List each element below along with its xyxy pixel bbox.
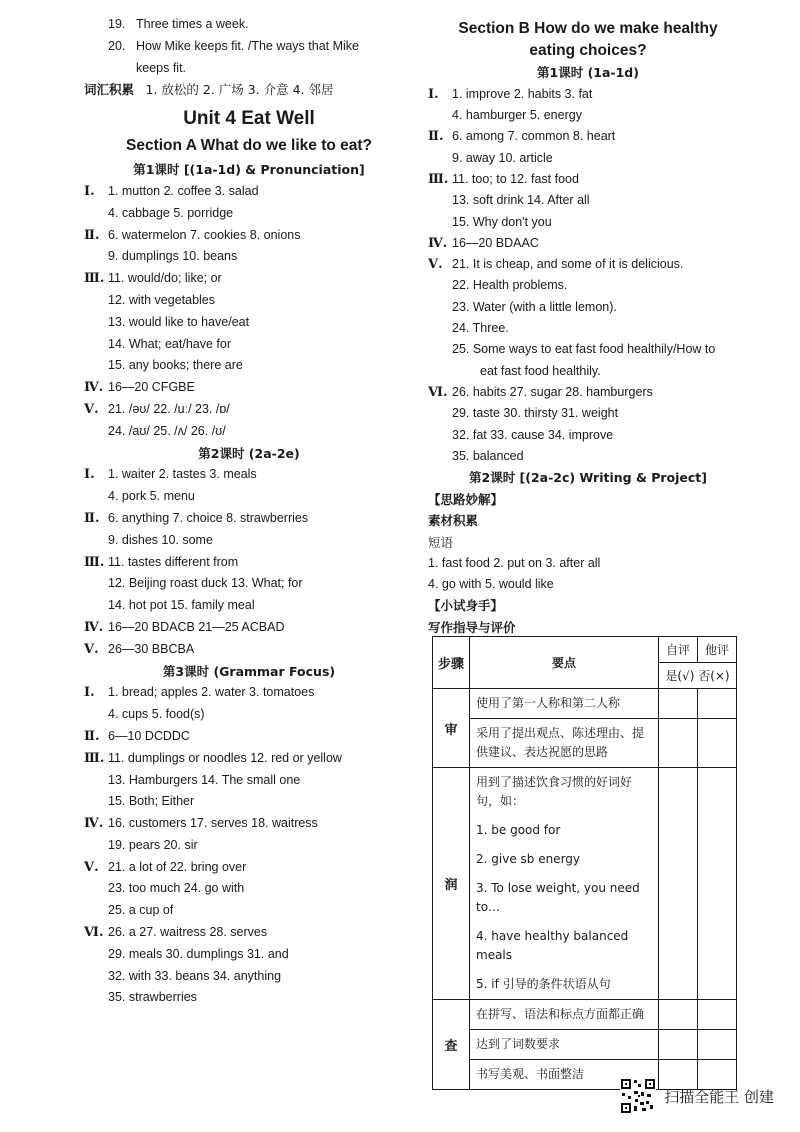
lesson-1-title: 第1课时 [(1a-1d) & Pronunciation] xyxy=(133,162,365,178)
answer-line xyxy=(84,290,414,312)
try-heading: 【小试身手】 xyxy=(428,598,504,614)
answer-text: 13. soft drink 14. After all xyxy=(452,193,590,208)
answer-text: 1. mutton 2. coffee 3. salad xyxy=(108,183,259,198)
answer-line xyxy=(428,169,748,190)
lesson-2-title: 第2课时 (2a-2e) xyxy=(198,445,300,461)
self-eval-cell[interactable] xyxy=(659,874,698,922)
roman-numeral: Ⅴ. xyxy=(84,401,99,417)
answer-text: 4. pork 5. menu xyxy=(108,489,195,504)
key-point: 达到了词数要求 xyxy=(470,1030,659,1060)
material-heading: 素材积累 xyxy=(428,513,479,529)
answer-text: 24. Three. xyxy=(452,321,509,336)
roman-numeral: Ⅴ. xyxy=(84,859,99,875)
left-column xyxy=(84,14,414,1009)
phrases-heading: 短语 xyxy=(428,534,454,550)
answer-line xyxy=(84,377,414,399)
key-point: 书写美观、书面整洁 xyxy=(470,1060,659,1090)
vocab-accumulation: 词汇积累 1. 放松的 2. 广场 3. 介意 4. 邻居 xyxy=(84,82,334,98)
answer-line xyxy=(84,552,414,574)
qr-code-icon xyxy=(620,1078,656,1114)
right-column xyxy=(428,18,748,638)
key-point: 在拼写、语法和标点方面都正确 xyxy=(470,1000,659,1030)
key-point: 用到了描述饮食习惯的好词好句，如： xyxy=(470,768,659,817)
peer-eval-cell[interactable] xyxy=(698,768,737,817)
answer-line xyxy=(84,486,414,508)
roman-numeral: Ⅲ. xyxy=(84,750,105,766)
self-eval-cell[interactable] xyxy=(659,816,698,845)
answer-text: 1. bread; apples 2. water 3. tomatoes xyxy=(108,685,315,700)
self-eval-cell[interactable] xyxy=(659,845,698,874)
answer-text: 6. watermelon 7. cookies 8. onions xyxy=(108,227,301,242)
answer-text: 24. /aʊ/ 25. /ʌ/ 26. /ʊ/ xyxy=(108,423,226,438)
answer-text: 15. Why don't you xyxy=(452,214,552,229)
answer-text: 16—20 CFGBE xyxy=(108,380,195,395)
answer-line xyxy=(84,726,414,748)
answer-line xyxy=(428,105,748,126)
answer-line xyxy=(428,254,748,275)
peer-eval-cell[interactable] xyxy=(698,1030,737,1060)
key-point: 3. To lose weight, you need to… xyxy=(470,874,659,922)
key-point: 采用了提出观点、陈述理由、提供建议、表达祝愿的思路 xyxy=(470,719,659,768)
roman-numeral: Ⅳ. xyxy=(84,816,104,832)
answer-text: 11. too; to 12. fast food xyxy=(452,171,579,186)
answer-line xyxy=(428,297,748,318)
roman-numeral: Ⅵ. xyxy=(84,925,104,941)
step-label: 审 xyxy=(433,689,470,768)
answer-text: 12. Beijing roast duck 13. What; for xyxy=(108,576,303,591)
answer-text: 11. would/do; like; or xyxy=(108,271,222,286)
key-point: 使用了第一人称和第二人称 xyxy=(470,689,659,719)
roman-numeral: Ⅱ. xyxy=(84,510,100,526)
section-b-title: Section B How do we make healthy xyxy=(458,20,718,37)
roman-numeral: Ⅱ. xyxy=(428,129,444,145)
roman-numeral: Ⅲ. xyxy=(84,271,105,287)
answer-line xyxy=(84,617,414,639)
answer-text: 21. It is cheap, and some of it is delicious. xyxy=(452,257,684,272)
answer-line xyxy=(428,339,748,360)
answer-text: 6—10 DCDDC xyxy=(108,728,190,743)
roman-numeral: Ⅳ. xyxy=(84,619,104,635)
answer-line xyxy=(84,530,414,552)
answer-line xyxy=(428,84,748,105)
lesson-2-answers xyxy=(84,464,414,660)
answer-line xyxy=(84,334,414,356)
self-eval-cell[interactable] xyxy=(659,1000,698,1030)
section-b-lesson-1-title: 第1课时 (1a-1d) xyxy=(537,65,639,80)
answer-line xyxy=(84,966,414,988)
peer-eval-cell[interactable] xyxy=(698,719,737,768)
phrase-line: 4. go with 5. would like xyxy=(428,577,554,592)
roman-numeral: Ⅳ. xyxy=(84,380,104,396)
key-point: 4. have healthy balanced meals xyxy=(470,922,659,970)
answer-line xyxy=(84,508,414,530)
roman-numeral: Ⅱ. xyxy=(84,728,100,744)
answer-line xyxy=(428,403,748,424)
answer-line xyxy=(428,126,748,147)
answer-text: 9. dumplings 10. beans xyxy=(108,249,238,264)
peer-eval-cell[interactable] xyxy=(698,874,737,922)
key-point: 5. if 引导的条件状语从句 xyxy=(470,970,659,1000)
answer-text: 1. improve 2. habits 3. fat xyxy=(452,86,593,101)
answer-text: 6. anything 7. choice 8. strawberries xyxy=(108,510,309,525)
answer-line xyxy=(428,382,748,403)
answer-line xyxy=(428,425,748,446)
answer-text: 26—30 BBCBA xyxy=(108,641,195,656)
self-eval-cell[interactable] xyxy=(659,970,698,1000)
answer-line xyxy=(84,791,414,813)
answer-line xyxy=(84,203,414,225)
step-header: 步骤 xyxy=(433,637,470,689)
answer-text: 16—20 BDACB 21—25 ACBAD xyxy=(108,619,285,634)
key-point: 1. be good for xyxy=(470,816,659,845)
answer-line xyxy=(84,835,414,857)
answer-text: 26. habits 27. sugar 28. hamburgers xyxy=(452,384,653,399)
answer-text: 23. Water (with a little lemon). xyxy=(452,299,617,314)
answer-line xyxy=(84,399,414,421)
answer-text: 11. tastes different from xyxy=(108,554,239,569)
answer-text: 15. any books; there are xyxy=(108,358,243,373)
answer-line xyxy=(428,446,748,467)
peer-eval-cell[interactable] xyxy=(698,816,737,845)
peer-eval-cell[interactable] xyxy=(698,1000,737,1030)
answer-text: 32. with 33. beans 34. anything xyxy=(108,968,282,983)
peer-eval-cell[interactable] xyxy=(698,689,737,719)
answer-text: 25. a cup of xyxy=(108,903,174,918)
answer-text: eat fast food healthily. xyxy=(480,363,601,378)
yes-no-legend: 是(√) 否(×) xyxy=(659,663,737,689)
answer-text: 4. cups 5. food(s) xyxy=(108,707,205,722)
answer-line xyxy=(84,464,414,486)
answer-text: 22. Health problems. xyxy=(452,278,568,293)
roman-numeral: Ⅴ. xyxy=(428,257,443,273)
answer-line xyxy=(84,268,414,290)
answer-text: 21. a lot of 22. bring over xyxy=(108,859,247,874)
idea-heading: 【思路妙解】 xyxy=(428,491,504,507)
lesson-3-answers xyxy=(84,682,414,1009)
key-points-header: 要点 xyxy=(470,637,659,689)
self-eval-cell[interactable] xyxy=(659,689,698,719)
answer-line xyxy=(84,857,414,879)
answer-text: 4. hamburger 5. energy xyxy=(452,108,582,123)
peer-eval-cell[interactable] xyxy=(698,845,737,874)
answer-text: 14. hot pot 15. family meal xyxy=(108,598,255,613)
answer-line: 20. How Mike keeps fit. /The ways that Mike xyxy=(108,38,359,53)
answer-line xyxy=(84,225,414,247)
answer-text: 15. Both; Either xyxy=(108,794,195,809)
answer-text: 23. too much 24. go with xyxy=(108,881,245,896)
answer-text: 9. dishes 10. some xyxy=(108,532,213,547)
self-eval-cell[interactable] xyxy=(659,922,698,970)
lesson-3-title: 第3课时 (Grammar Focus) xyxy=(162,663,336,679)
roman-numeral: Ⅱ. xyxy=(84,227,100,243)
answer-text: 21. /əʊ/ 22. /uː/ 23. /ɒ/ xyxy=(108,401,230,416)
answer-line xyxy=(428,212,748,233)
answer-text: 35. balanced xyxy=(452,448,524,463)
section-b-title-cont: eating choices? xyxy=(529,42,647,59)
answer-line xyxy=(84,573,414,595)
peer-eval-cell[interactable] xyxy=(698,922,737,970)
answer-line xyxy=(84,770,414,792)
answer-text: 16. customers 17. serves 18. waitress xyxy=(108,816,318,831)
answer-line xyxy=(84,181,414,203)
self-eval-cell[interactable] xyxy=(659,1030,698,1060)
answer-text: 4. cabbage 5. porridge xyxy=(108,205,234,220)
key-point: 2. give sb energy xyxy=(470,845,659,874)
answer-text: 9. away 10. article xyxy=(452,150,553,165)
roman-numeral: Ⅰ. xyxy=(428,86,439,102)
roman-numeral: Ⅰ. xyxy=(84,685,95,701)
answer-text: 6. among 7. common 8. heart xyxy=(452,129,616,144)
answer-line xyxy=(84,639,414,661)
answer-text: 13. would like to have/eat xyxy=(108,314,250,329)
answer-text: 12. with vegetables xyxy=(108,292,216,307)
answer-text: 25. Some ways to eat fast food healthily/How to xyxy=(452,342,716,357)
answer-line xyxy=(84,900,414,922)
answer-line xyxy=(84,922,414,944)
self-eval-cell[interactable] xyxy=(659,768,698,817)
peer-eval-cell[interactable] xyxy=(698,970,737,1000)
answer-line xyxy=(84,987,414,1009)
peer-eval-header: 他评 xyxy=(698,637,737,663)
section-a-title: Section A What do we like to eat? xyxy=(125,137,373,155)
answer-text: 29. meals 30. dumplings 31. and xyxy=(108,946,289,961)
roman-numeral: Ⅰ. xyxy=(84,467,95,483)
answer-line xyxy=(428,318,748,339)
answer-line xyxy=(428,361,748,382)
answer-text: 19. pears 20. sir xyxy=(108,837,198,852)
answer-text: 1. waiter 2. tastes 3. meals xyxy=(108,467,257,482)
answer-line: keeps fit. xyxy=(136,60,187,75)
answer-line xyxy=(84,704,414,726)
roman-numeral: Ⅵ. xyxy=(428,384,448,400)
roman-numeral: Ⅳ. xyxy=(428,235,448,251)
self-eval-cell[interactable] xyxy=(659,719,698,768)
answer-text: 35. strawberries xyxy=(108,990,197,1005)
answer-line xyxy=(84,682,414,704)
answer-text: 16—20 BDAAC xyxy=(452,235,539,250)
scanner-watermark-text: 扫描全能王 创建 xyxy=(664,1087,774,1106)
answer-line xyxy=(84,312,414,334)
answer-line xyxy=(428,148,748,169)
step-label: 润 xyxy=(433,768,470,1000)
answer-text: 26. a 27. waitress 28. serves xyxy=(108,925,268,940)
scanner-watermark xyxy=(620,1078,774,1114)
answer-text: 13. Hamburgers 14. The small one xyxy=(108,772,301,787)
writing-evaluation-table xyxy=(432,636,737,1090)
section-b-lesson-1-answers xyxy=(428,84,748,467)
roman-numeral: Ⅲ. xyxy=(428,171,449,187)
answer-line xyxy=(84,421,414,443)
roman-numeral: Ⅰ. xyxy=(84,183,95,199)
answer-text: 29. taste 30. thirsty 31. weight xyxy=(452,406,619,421)
answer-line xyxy=(84,878,414,900)
answer-line xyxy=(84,748,414,770)
answer-line xyxy=(84,595,414,617)
roman-numeral: Ⅴ. xyxy=(84,641,99,657)
unit-title: Unit 4 Eat Well xyxy=(183,108,315,130)
answer-line xyxy=(84,355,414,377)
section-b-lesson-2-title: 第2课时 [(2a-2c) Writing & Project] xyxy=(469,470,707,486)
answer-line xyxy=(428,275,748,296)
answer-line: 19. Three times a week. xyxy=(108,17,249,31)
answer-text: 11. dumplings or noodles 12. red or yellow xyxy=(108,750,342,765)
step-label: 查 xyxy=(433,1000,470,1090)
answer-line xyxy=(428,190,748,211)
lesson-1-answers xyxy=(84,181,414,443)
self-eval-header: 自评 xyxy=(659,637,698,663)
answer-text: 32. fat 33. cause 34. improve xyxy=(452,427,614,442)
answer-line xyxy=(428,233,748,254)
phrase-line: 1. fast food 2. put on 3. after all xyxy=(428,555,601,570)
answer-line xyxy=(84,944,414,966)
answer-line xyxy=(84,246,414,268)
writing-guide-heading: 写作指导与评价 xyxy=(428,619,516,635)
roman-numeral: Ⅲ. xyxy=(84,554,105,570)
answer-text: 14. What; eat/have for xyxy=(108,336,231,351)
answer-line xyxy=(84,813,414,835)
